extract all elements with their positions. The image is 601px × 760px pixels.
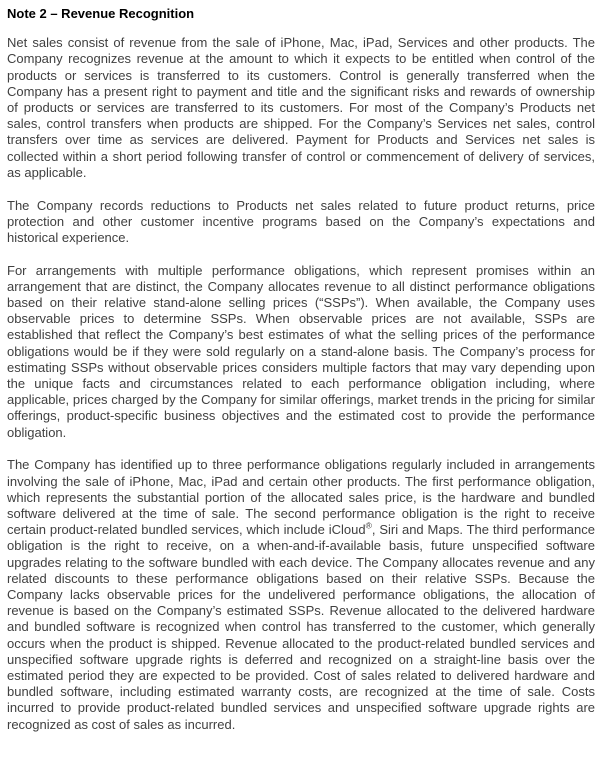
- paragraph-text-after-trademark: , Siri and Maps. The third performance obligation is the right to receive, on a when-and-if-available basis, future unspecified software upgrades relating to the software bundled with each device. The Company allocates revenue and any related discounts to these performance obligations based on their relative SSPs. Because the Company lacks observable prices for the undelivered performance obligations, the allocation of revenue is based on the Company’s estimated SSPs. Revenue allocated to the delivered hardware and bundled software is recognized when control has transferred to the customer, which generally occurs when the product is shipped. Revenue allocated to the product-related bundled services and unspecified software upgrade rights is deferred and recognized on a straight-line basis over the estimated period they are expected to be provided. Cost of sales related to delivered hardware and bundled software, including estimated warranty costs, are recognized at the time of sale. Costs incurred to provide product-related bundled services and unspecified software upgrade rights are recognized as cost of sales as incurred.: [7, 522, 595, 732]
- paragraph-text-before-trademark: The Company has identified up to three performance obligations regularly included in arrangements involving the sale of iPhone, Mac, iPad and certain other products. The first performance obligation, which represents the substantial portion of the allocated sales price, is the hardware and bundled software delivered at the time of sale. The second performance obligation is the right to receive certain product-related bundled services, which include iCloud: [7, 457, 595, 538]
- paragraph-three-performance-obligations: [7, 457, 595, 732]
- paragraph-net-sales: Net sales consist of revenue from the sale of iPhone, Mac, iPad, Services and other products. The Company recognizes revenue at the amount to which it expects to be entitled when control of the products or services is transferred to its customers. Control is generally transferred when the Company has a present right to payment and title and the significant risks and rewards of ownership of products or services are transferred to its customers. For most of the Company’s Products net sales, control transfers when products are shipped. For the Company’s Services net sales, control transfers over time as services are delivered. Payment for Products and Services net sales is collected within a short period following transfer of control or commencement of delivery of services, as applicable.: [7, 35, 595, 180]
- paragraph-reductions: The Company records reductions to Products net sales related to future product returns, price protection and other customer incentive programs based on the Company’s expectations and historical experience.: [7, 197, 595, 245]
- note-title: Note 2 – Revenue Recognition: [7, 6, 195, 21]
- registered-trademark-symbol: ®: [365, 520, 372, 531]
- paragraph-multiple-performance-obligations: For arrangements with multiple performance obligations, which represent promises within an arrangement that are distinct, the Company allocates revenue to all distinct performance obligations based on their relative stand-alone selling prices (“SSPs”). When available, the Company uses observable prices to determine SSPs. When observable prices are not available, SSPs are established that reflect the Company’s best estimates of what the selling prices of the performance obligations would be if they were sold regularly on a stand-alone basis. The Company’s process for estimating SSPs without observable prices considers multiple factors that may vary depending upon the unique facts and circumstances related to each performance obligation including, where applicable, prices charged by the Company for similar offerings, market trends in the pricing for similar offerings, product-specific business objectives and the estimated cost to provide the performance obligation.: [7, 262, 595, 440]
